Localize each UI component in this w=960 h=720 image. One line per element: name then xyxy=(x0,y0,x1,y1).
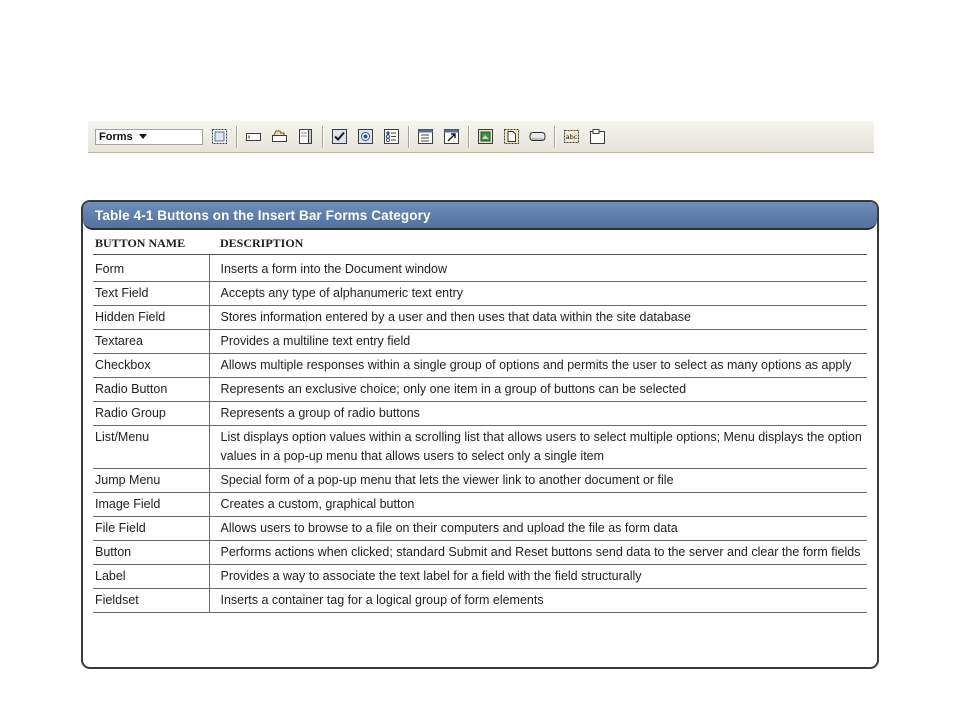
button-name-cell: Label xyxy=(93,565,209,589)
form-icon[interactable] xyxy=(210,127,229,146)
table-caption-text: Table 4-1 Buttons on the Insert Bar Forms Category xyxy=(95,207,431,223)
label-icon[interactable] xyxy=(562,127,581,146)
table-row xyxy=(93,282,867,306)
description-cell: Provides a multiline text entry field xyxy=(209,330,867,354)
description-cell: Special form of a pop-up menu that lets the viewer link to another document or file xyxy=(209,469,867,493)
button-name-cell: Checkbox xyxy=(93,354,209,378)
description-cell: Allows multiple responses within a single group of options and permits the user to select as many options as apply xyxy=(209,354,867,378)
description-cell: Inserts a container tag for a logical group of form elements xyxy=(209,589,867,613)
button-name-cell: Radio Group xyxy=(93,402,209,426)
table-row xyxy=(93,541,867,565)
column-header-description: DESCRIPTION xyxy=(209,233,867,255)
description-cell: Accepts any type of alphanumeric text entry xyxy=(209,282,867,306)
toolbar-separator xyxy=(408,126,409,148)
table-header-row xyxy=(93,233,867,255)
table-row xyxy=(93,378,867,402)
table-row xyxy=(93,493,867,517)
chevron-down-icon xyxy=(139,134,147,139)
table-row xyxy=(93,306,867,330)
button-name-cell: Image Field xyxy=(93,493,209,517)
description-cell: Stores information entered by a user and then uses that data within the site database xyxy=(209,306,867,330)
toolbar-separator xyxy=(322,126,323,148)
description-cell: Creates a custom, graphical button xyxy=(209,493,867,517)
table-row xyxy=(93,255,867,282)
insert-bar-forms xyxy=(88,120,874,153)
jump-menu-icon[interactable] xyxy=(442,127,461,146)
table-row xyxy=(93,589,867,613)
description-cell: Allows users to browse to a file on their computers and upload the file as form data xyxy=(209,517,867,541)
table-row xyxy=(93,517,867,541)
description-cell: Provides a way to associate the text label for a field with the field structurally xyxy=(209,565,867,589)
button-name-cell: File Field xyxy=(93,517,209,541)
category-select[interactable] xyxy=(95,129,203,145)
toolbar-separator xyxy=(554,126,555,148)
category-select-value: Forms xyxy=(99,130,133,143)
buttons-table xyxy=(93,233,867,613)
button-name-cell: Form xyxy=(93,255,209,282)
button-name-cell: Fieldset xyxy=(93,589,209,613)
table-row xyxy=(93,354,867,378)
radio-group-icon[interactable] xyxy=(382,127,401,146)
toolbar-separator xyxy=(468,126,469,148)
textarea-icon[interactable] xyxy=(296,127,315,146)
description-cell: List displays option values within a scrolling list that allows users to select multiple options; Menu displays the option values in a pop-up menu that allows users to select only a single item xyxy=(209,426,867,469)
button-name-cell: Button xyxy=(93,541,209,565)
text-field-icon[interactable] xyxy=(244,127,263,146)
button-name-cell: Text Field xyxy=(93,282,209,306)
button-name-cell: Textarea xyxy=(93,330,209,354)
description-cell: Represents an exclusive choice; only one item in a group of buttons can be selected xyxy=(209,378,867,402)
table-row xyxy=(93,469,867,493)
radio-button-icon[interactable] xyxy=(356,127,375,146)
toolbar-separator xyxy=(236,126,237,148)
table-caption xyxy=(83,202,877,230)
button-icon[interactable] xyxy=(528,127,547,146)
column-header-button-name: BUTTON NAME xyxy=(93,233,209,255)
table-row xyxy=(93,565,867,589)
button-name-cell: List/Menu xyxy=(93,426,209,469)
table-row xyxy=(93,402,867,426)
description-cell: Inserts a form into the Document window xyxy=(209,255,867,282)
checkbox-icon[interactable] xyxy=(330,127,349,146)
svg-text:abc: abc xyxy=(565,133,578,141)
list-menu-icon[interactable] xyxy=(416,127,435,146)
fieldset-icon[interactable] xyxy=(588,127,607,146)
button-name-cell: Hidden Field xyxy=(93,306,209,330)
table-panel xyxy=(81,200,879,669)
file-field-icon[interactable] xyxy=(502,127,521,146)
description-cell: Performs actions when clicked; standard Submit and Reset buttons send data to the server and clear the form fields xyxy=(209,541,867,565)
table-row xyxy=(93,330,867,354)
table-row xyxy=(93,426,867,469)
description-cell: Represents a group of radio buttons xyxy=(209,402,867,426)
hidden-field-icon[interactable] xyxy=(270,127,289,146)
button-name-cell: Radio Button xyxy=(93,378,209,402)
image-field-icon[interactable] xyxy=(476,127,495,146)
button-name-cell: Jump Menu xyxy=(93,469,209,493)
